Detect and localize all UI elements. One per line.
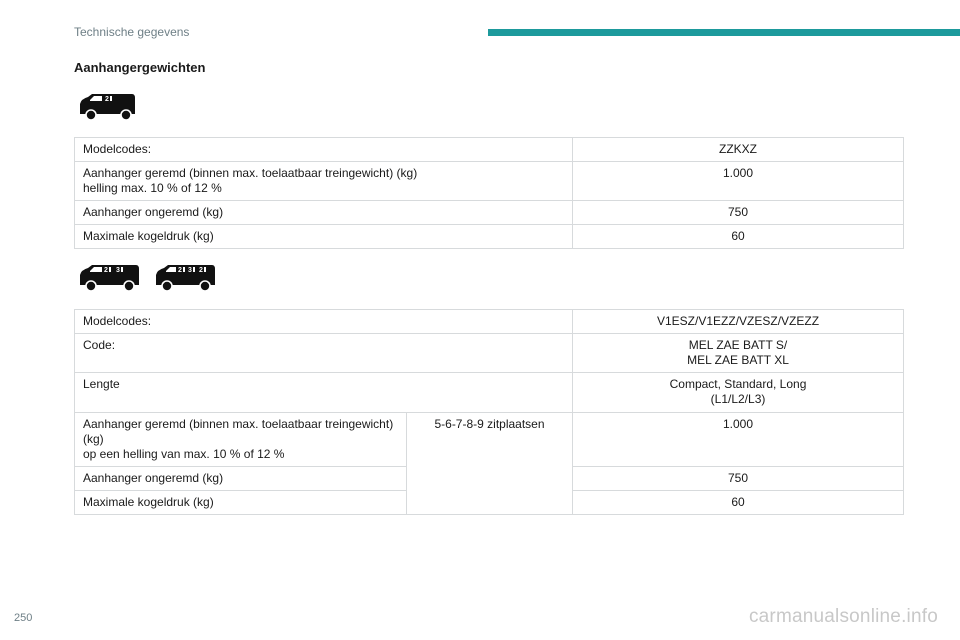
section-title: Aanhangergewichten	[74, 60, 206, 75]
row-label: Modelcodes:	[75, 310, 573, 334]
table-row	[75, 201, 904, 225]
row-value: ZZKXZ	[573, 138, 904, 162]
page-number: 250	[14, 612, 33, 624]
row-value: 60	[573, 491, 904, 515]
svg-text:2: 2	[199, 267, 203, 274]
table-row	[75, 373, 904, 413]
row-value: 1.000	[573, 413, 904, 467]
row-value: V1ESZ/V1EZZ/VZESZ/VZEZZ	[573, 310, 904, 334]
van-2-3-seats-icon	[78, 263, 140, 293]
table-row	[75, 310, 904, 334]
table-row	[75, 225, 904, 249]
table-row	[75, 162, 904, 201]
row-value: 60	[573, 225, 904, 249]
svg-text:2: 2	[105, 96, 109, 103]
row-label: Aanhanger geremd (binnen max. toelaatbaar treingewicht) (kg) helling max. 10 % of 12 %	[75, 162, 573, 201]
row-value: MEL ZAE BATT S/ MEL ZAE BATT XL	[573, 334, 904, 373]
watermark: carmanualsonline.info	[748, 606, 938, 627]
row-label: Aanhanger geremd (binnen max. toelaatbaar treingewicht) (kg) op een helling van max. 10 % of 12 %	[75, 413, 407, 467]
svg-text:2: 2	[104, 267, 108, 274]
vehicle-icons-row-2	[78, 263, 216, 293]
row-label: Lengte	[75, 373, 573, 413]
row-value: Compact, Standard, Long (L1/L2/L3)	[573, 373, 904, 413]
row-value: 750	[573, 467, 904, 491]
row-value: 1.000	[573, 162, 904, 201]
svg-text:3: 3	[188, 267, 192, 274]
trailer-weights-table-2	[74, 309, 904, 515]
header-accent-bar	[488, 29, 960, 36]
vehicle-icons-row-1	[78, 92, 136, 122]
trailer-weights-table-1	[74, 137, 904, 249]
table-row	[75, 413, 904, 467]
row-label: Maximale kogeldruk (kg)	[75, 225, 573, 249]
seats-cell: 5-6-7-8-9 zitplaatsen	[407, 413, 573, 515]
row-label: Maximale kogeldruk (kg)	[75, 491, 407, 515]
row-label: Modelcodes:	[75, 138, 573, 162]
table-row	[75, 334, 904, 373]
van-2-seats-icon	[78, 92, 136, 122]
row-value: 750	[573, 201, 904, 225]
running-header: Technische gegevens	[74, 25, 190, 39]
row-label: Aanhanger ongeremd (kg)	[75, 201, 573, 225]
svg-text:2: 2	[178, 267, 182, 274]
van-2-3-2-seats-icon	[154, 263, 216, 293]
table-row	[75, 138, 904, 162]
svg-text:3: 3	[116, 267, 120, 274]
row-label: Code:	[75, 334, 573, 373]
row-label: Aanhanger ongeremd (kg)	[75, 467, 407, 491]
